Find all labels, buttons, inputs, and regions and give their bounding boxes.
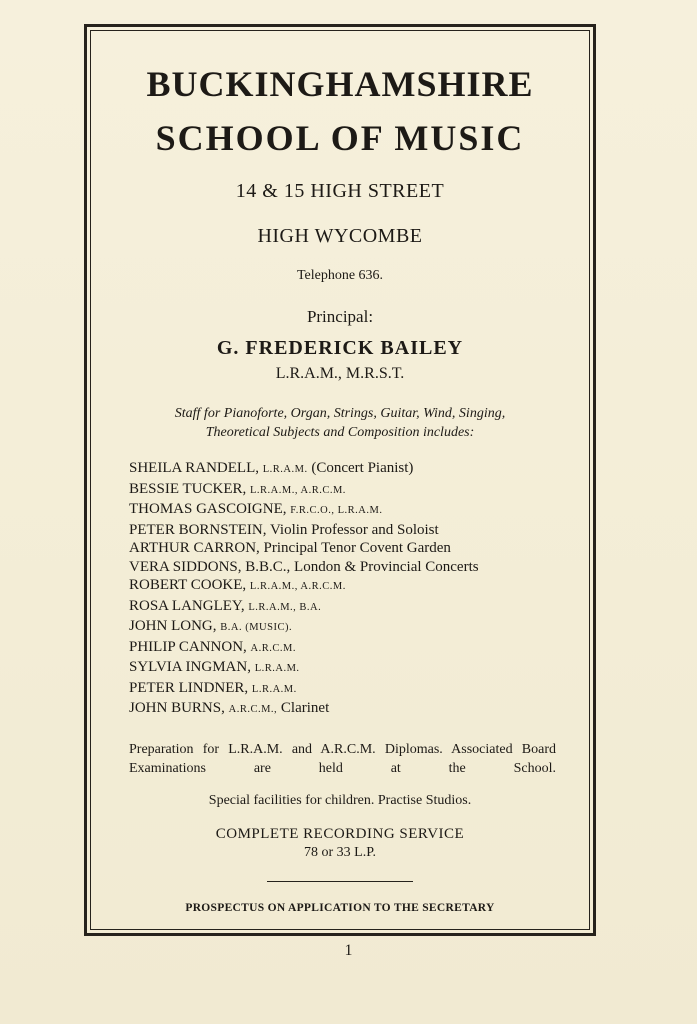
staff-name: JOHN LONG, — [129, 618, 217, 634]
recording-service: COMPLETE RECORDING SERVICE — [215, 825, 465, 842]
staff-intro-line-2: Theoretical Subjects and Composition includes: — [205, 425, 475, 440]
principal-label: Principal: — [306, 307, 374, 326]
staff-row — [129, 576, 585, 597]
staff-name: JOHN BURNS, — [129, 700, 225, 716]
staff-qualifications: B.A. (MUSIC). — [220, 622, 293, 633]
staff-name: PHILIP CANNON, — [129, 638, 247, 655]
prospectus-note: PROSPECTUS ON APPLICATION TO THE SECRETARY — [185, 901, 495, 914]
page-number: 1 — [344, 942, 353, 959]
staff-name: PETER LINDNER, — [129, 679, 249, 696]
staff-row — [129, 459, 585, 480]
staff-name: ARTHUR CARRON, — [129, 540, 260, 556]
staff-name: ROSA LANGLEY, — [129, 597, 245, 614]
staff-name: THOMAS GASCOIGNE, — [129, 501, 287, 517]
staff-note: Violin Professor and Soloist — [270, 521, 439, 538]
staff-intro-line-1: Staff for Pianoforte, Organ, Strings, Guitar, Wind, Singing, — [174, 406, 506, 421]
staff-intro — [95, 404, 585, 442]
staff-name: SHEILA RANDELL, — [129, 460, 259, 476]
staff-row — [129, 539, 585, 558]
advert-content — [95, 30, 585, 914]
street-address: 14 & 15 HIGH STREET — [235, 180, 445, 202]
title-line-2: SCHOOL OF MUSIC — [155, 118, 525, 158]
staff-name: BESSIE TUCKER, — [129, 480, 247, 497]
town: HIGH WYCOMBE — [257, 225, 423, 247]
special-facilities: Special facilities for children. Practise Studios. — [208, 792, 472, 808]
staff-qualifications: A.R.C.M. — [250, 642, 296, 654]
staff-row — [129, 617, 585, 638]
staff-qualifications: A.R.C.M., — [228, 704, 278, 715]
principal-qualifications: L.R.A.M., M.R.S.T. — [275, 365, 405, 382]
staff-qualifications: L.R.A.M., A.R.C.M. — [250, 484, 346, 496]
recording-speeds: 78 or 33 L.P. — [304, 844, 376, 860]
staff-name: SYLVIA INGMAN, — [129, 659, 251, 675]
staff-row — [129, 699, 585, 720]
staff-note: Principal Tenor Covent Garden — [263, 540, 451, 556]
principal-name: G. FREDERICK BAILEY — [216, 337, 464, 359]
staff-qualifications: L.R.A.M., B.A. — [248, 601, 322, 613]
staff-qualifications: L.R.A.M. — [251, 683, 297, 695]
staff-note: B.B.C., London & Provincial Concerts — [245, 558, 479, 575]
staff-qualifications: L.R.A.M. — [262, 464, 308, 475]
staff-name: ROBERT COOKE, — [129, 577, 247, 593]
staff-row — [129, 480, 585, 501]
staff-note: Clarinet — [280, 700, 330, 716]
staff-row — [129, 638, 585, 659]
staff-name: VERA SIDDONS, — [129, 558, 242, 575]
telephone: Telephone 636. — [296, 268, 384, 283]
staff-row — [129, 679, 585, 700]
staff-name: PETER BORNSTEIN, — [129, 521, 267, 538]
title-line-1: BUCKINGHAMSHIRE — [146, 64, 534, 104]
staff-list — [129, 459, 585, 720]
preparation-text: Preparation for L.R.A.M. and A.R.C.M. Diplomas. Associated Board Examinations are held at the School. — [129, 741, 556, 776]
staff-qualifications: L.R.A.M. — [254, 663, 300, 674]
staff-row — [129, 597, 585, 618]
staff-row — [129, 558, 585, 577]
staff-row — [129, 521, 585, 540]
staff-qualifications: F.R.C.O., L.R.A.M. — [290, 505, 383, 516]
staff-note: (Concert Pianist) — [311, 460, 414, 476]
staff-row — [129, 500, 585, 521]
staff-row — [129, 658, 585, 679]
divider — [267, 881, 413, 882]
staff-qualifications: L.R.A.M., A.R.C.M. — [249, 581, 346, 592]
